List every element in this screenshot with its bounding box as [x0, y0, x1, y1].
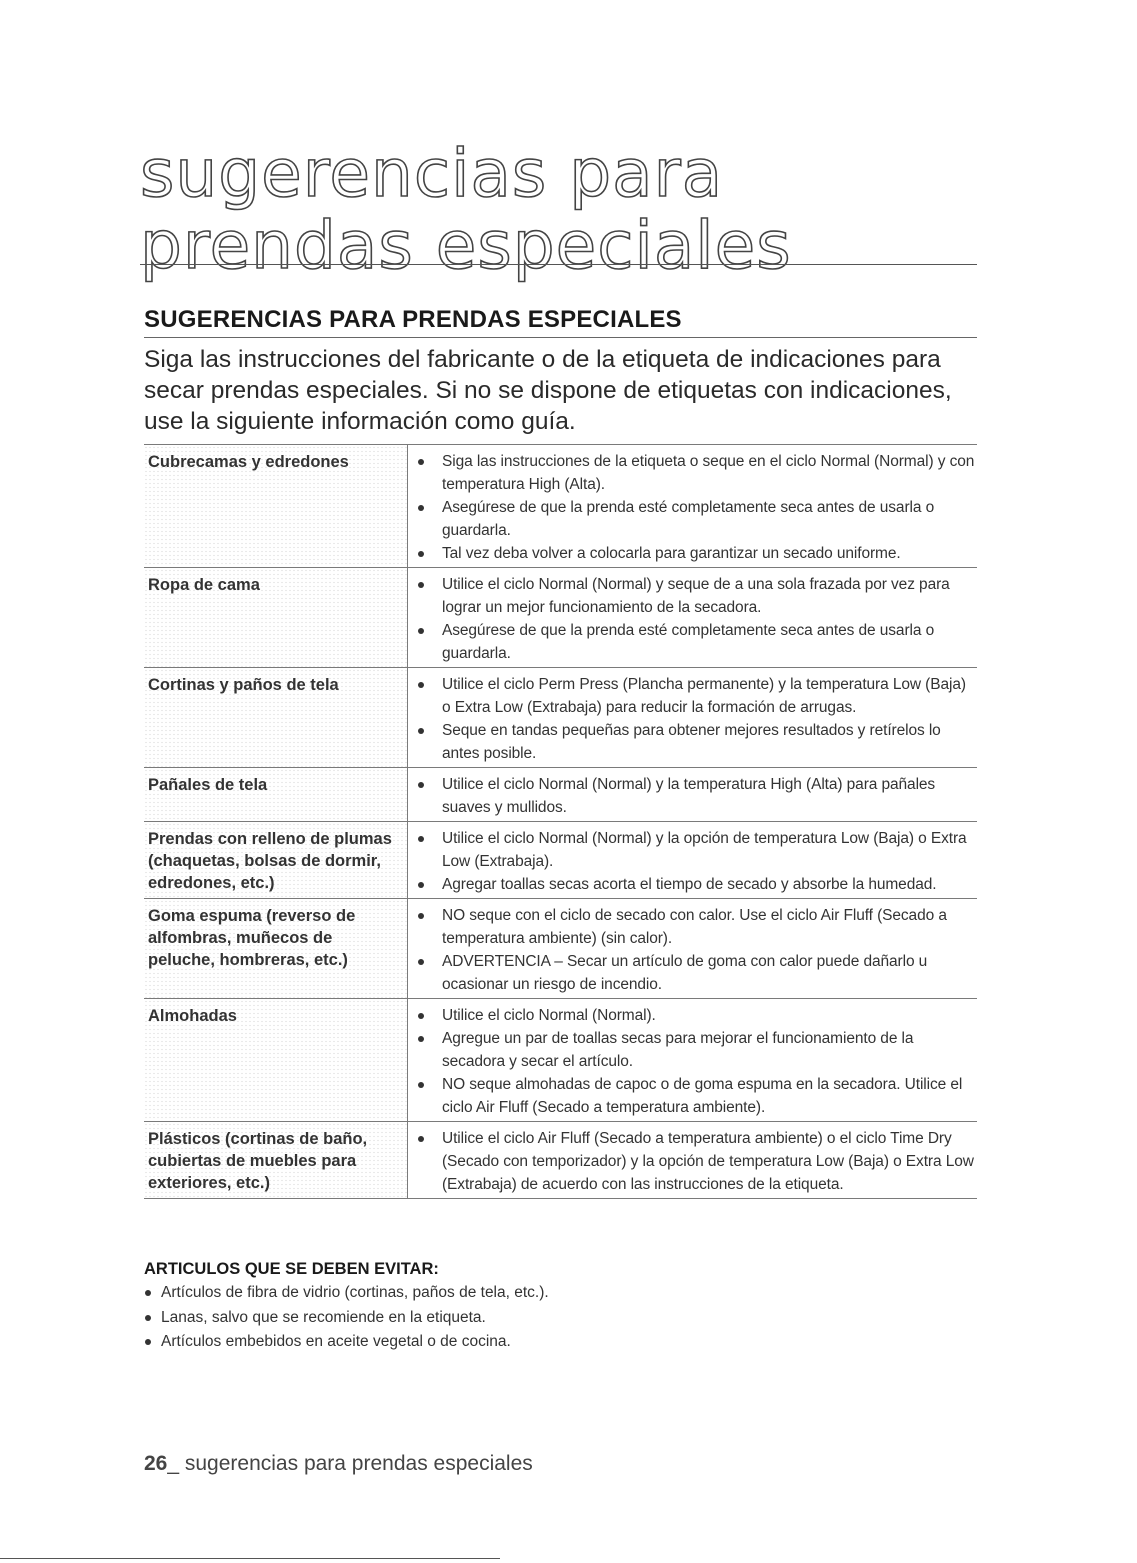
tip-item [417, 827, 977, 873]
bullet-icon [418, 913, 424, 919]
tip-list [417, 773, 977, 819]
tip-list [417, 904, 977, 996]
bullet-icon [418, 1036, 424, 1042]
avoid-item-text: Artículos de fibra de vidrio (cortinas, paños de tela, etc.). [161, 1284, 549, 1301]
bullet-icon [418, 959, 424, 965]
tips-cell [408, 1122, 978, 1199]
guide-row [144, 768, 977, 822]
tip-text: ADVERTENCIA – Secar un artículo de goma con calor puede dañarlo u ocasionar un riesgo de incendio. [442, 953, 928, 993]
tip-item [417, 719, 977, 765]
intro-paragraph: Siga las instrucciones del fabricante o de la etiqueta de indicaciones para secar prendas especiales. Si no se dispone de etiquetas con indicaciones, use la siguiente información como guía. [144, 346, 952, 435]
chapter-title: sugerencias para prendas especiales [140, 135, 792, 284]
tip-list [417, 573, 977, 665]
tip-text: Utilice el ciclo Normal (Normal) y seque de a una sola frazada por vez para lograr un mejor funcionamiento de la secadora. [442, 576, 950, 616]
avoid-list [144, 1281, 974, 1355]
bullet-icon [145, 1315, 151, 1321]
bullet-icon [418, 551, 424, 557]
garment-guide-body [144, 445, 977, 1199]
tip-item [417, 1073, 977, 1119]
tips-cell [408, 899, 978, 999]
tips-cell [408, 999, 978, 1122]
tip-item [417, 619, 977, 665]
section-heading-rule [144, 337, 977, 338]
page-number: 26 [144, 1452, 168, 1475]
fabric-name: Almohadas [144, 999, 408, 1122]
fabric-name: Cubrecamas y edredones [144, 445, 408, 568]
tip-item [417, 904, 977, 950]
avoid-heading: ARTICULOS QUE SE DEBEN EVITAR: [144, 1260, 439, 1278]
bullet-icon [418, 628, 424, 634]
bullet-icon [418, 1082, 424, 1088]
bullet-icon [418, 836, 424, 842]
fabric-name: Plásticos (cortinas de baño, cubiertas de muebles para exteriores, etc.) [144, 1122, 408, 1199]
tip-item [417, 573, 977, 619]
fabric-name: Prendas con relleno de plumas (chaquetas, bolsas de dormir, edredones, etc.) [144, 822, 408, 899]
tip-item [417, 773, 977, 819]
tip-text: Utilice el ciclo Perm Press (Plancha permanente) y la temperatura Low (Baja) o Extra Low (Extrabaja) para reducir la formación de arrugas. [442, 676, 966, 716]
fabric-name: Pañales de tela [144, 768, 408, 822]
avoid-item [144, 1281, 974, 1306]
footer-section-name: sugerencias para prendas especiales [184, 1452, 533, 1475]
tip-text: NO seque almohadas de capoc o de goma espuma en la secadora. Utilice el ciclo Air Fluff (Secado a temperatura ambiente). [442, 1076, 963, 1116]
tip-text: Utilice el ciclo Normal (Normal) y la opción de temperatura Low (Baja) o Extra Low (Extrabaja). [442, 830, 967, 870]
guide-row [144, 822, 977, 899]
footer-separator: _ [167, 1452, 185, 1475]
tip-item [417, 496, 977, 542]
tip-list [417, 673, 977, 765]
guide-row [144, 445, 977, 568]
tip-item [417, 1004, 977, 1027]
tip-item [417, 450, 977, 496]
tips-cell [408, 768, 978, 822]
page-footer [144, 1451, 533, 1477]
guide-row [144, 899, 977, 999]
tip-list [417, 450, 977, 565]
tip-text: Utilice el ciclo Normal (Normal). [442, 1007, 656, 1024]
fabric-name: Ropa de cama [144, 568, 408, 668]
avoid-item-text: Artículos embebidos en aceite vegetal o de cocina. [161, 1333, 511, 1350]
tip-item [417, 950, 977, 996]
tip-text: Tal vez deba volver a colocarla para garantizar un secado uniforme. [442, 545, 901, 562]
tip-list [417, 827, 977, 896]
tips-cell [408, 445, 978, 568]
tip-text: NO seque con el ciclo de secado con calor. Use el ciclo Air Fluff (Secado a temperatura ambiente) (sin calor). [442, 907, 947, 947]
bullet-icon [418, 882, 424, 888]
tip-item [417, 1027, 977, 1073]
tips-cell [408, 668, 978, 768]
guide-row [144, 668, 977, 768]
guide-row [144, 568, 977, 668]
guide-row [144, 1122, 977, 1199]
garment-guide-table [144, 444, 977, 1199]
tip-text: Siga las instrucciones de la etiqueta o seque en el ciclo Normal (Normal) y con temperatura High (Alta). [442, 453, 975, 493]
bottom-rule [0, 1558, 500, 1559]
bullet-icon [418, 1136, 424, 1142]
tip-list [417, 1127, 977, 1196]
avoid-item [144, 1306, 974, 1331]
tip-item [417, 873, 977, 896]
tip-text: Agregue un par de toallas secas para mejorar el funcionamiento de la secadora y secar el artículo. [442, 1030, 914, 1070]
bullet-icon [418, 682, 424, 688]
section-heading: SUGERENCIAS PARA PRENDAS ESPECIALES [144, 306, 682, 333]
tip-item [417, 1127, 977, 1196]
bullet-icon [418, 505, 424, 511]
tip-item [417, 542, 977, 565]
bullet-icon [145, 1339, 151, 1345]
guide-row [144, 999, 977, 1122]
avoid-item-text: Lanas, salvo que se recomiende en la etiqueta. [161, 1308, 486, 1326]
tip-list [417, 1004, 977, 1119]
bullet-icon [418, 728, 424, 734]
bullet-icon [418, 782, 424, 788]
tip-text: Utilice el ciclo Air Fluff (Secado a temperatura ambiente) o el ciclo Time Dry (Secado con temporizador) y la opción de temperatura Low (Baja) o Extra Low (Extrabaja) de acuerdo con las instrucciones de la etiqueta. [442, 1130, 974, 1193]
bullet-icon [145, 1290, 151, 1296]
tips-cell [408, 568, 978, 668]
fabric-name: Cortinas y paños de tela [144, 668, 408, 768]
tip-text: Asegúrese de que la prenda esté completamente seca antes de usarla o guardarla. [442, 622, 935, 662]
tips-cell [408, 822, 978, 899]
tip-text: Agregar toallas secas acorta el tiempo de secado y absorbe la humedad. [442, 876, 937, 893]
bullet-icon [418, 582, 424, 588]
bullet-icon [418, 459, 424, 465]
tip-text: Utilice el ciclo Normal (Normal) y la temperatura High (Alta) para pañales suaves y mullidos. [442, 776, 936, 816]
avoid-item [144, 1330, 974, 1355]
tip-item [417, 673, 977, 719]
chapter-title-rule [140, 264, 977, 265]
tip-text: Asegúrese de que la prenda esté completamente seca antes de usarla o guardarla. [442, 499, 935, 539]
tip-text: Seque en tandas pequeñas para obtener mejores resultados y retírelos lo antes posible. [442, 722, 941, 762]
fabric-name: Goma espuma (reverso de alfombras, muñecos de peluche, hombreras, etc.) [144, 899, 408, 999]
bullet-icon [418, 1013, 424, 1019]
